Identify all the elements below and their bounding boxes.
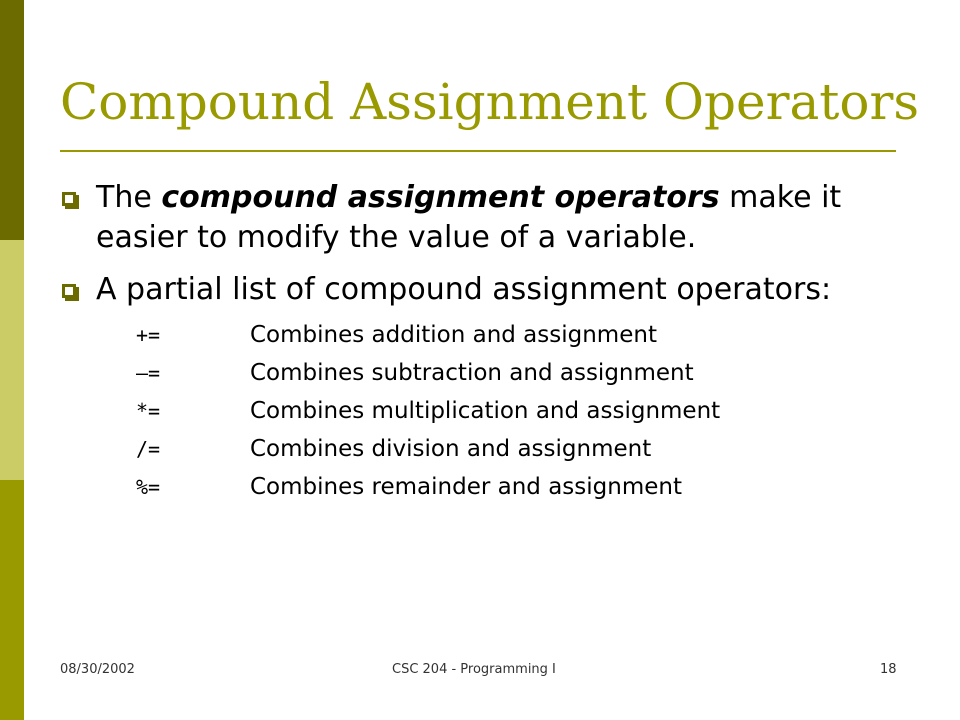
operator-symbol: += — [136, 323, 161, 347]
operator-symbol: %= — [136, 475, 161, 499]
slide-content — [62, 178, 912, 512]
side-bar-mid — [0, 480, 24, 720]
operator-row-add — [136, 322, 912, 360]
operator-list — [136, 322, 912, 512]
square-bullet-icon — [62, 284, 76, 298]
bullet-partial-list — [62, 270, 912, 310]
footer-page-number: 18 — [880, 662, 897, 677]
side-bar-dark — [0, 0, 24, 240]
bullet-text: A partial list of compound assignment operators: — [96, 272, 832, 307]
operator-symbol: /= — [136, 437, 161, 461]
square-bullet-icon — [62, 192, 76, 206]
operator-row-remainder — [136, 474, 912, 512]
slide-title: Compound Assignment Operators — [60, 73, 920, 131]
footer-course-title: CSC 204 - Programming I — [392, 662, 556, 677]
footer-date: 08/30/2002 — [60, 662, 135, 677]
bullet-emphasis: compound assignment operators — [161, 180, 720, 215]
bullet-compound-definition — [62, 178, 912, 258]
operator-description: Combines subtraction and assignment — [250, 360, 694, 386]
operator-description: Combines addition and assignment — [250, 322, 657, 348]
bullet-text-pre: The — [96, 180, 162, 215]
operator-description: Combines remainder and assignment — [250, 474, 682, 500]
operator-row-divide — [136, 436, 912, 474]
operator-symbol: *= — [136, 399, 161, 423]
operator-symbol: –= — [136, 361, 161, 385]
operator-row-subtract — [136, 360, 912, 398]
operator-description: Combines multiplication and assignment — [250, 398, 721, 424]
bullet-text-post: make it easier to modify the value of a variable. — [96, 180, 842, 255]
operator-row-multiply — [136, 398, 912, 436]
operator-description: Combines division and assignment — [250, 436, 652, 462]
side-bar-light — [0, 240, 24, 480]
title-underline — [60, 150, 896, 152]
